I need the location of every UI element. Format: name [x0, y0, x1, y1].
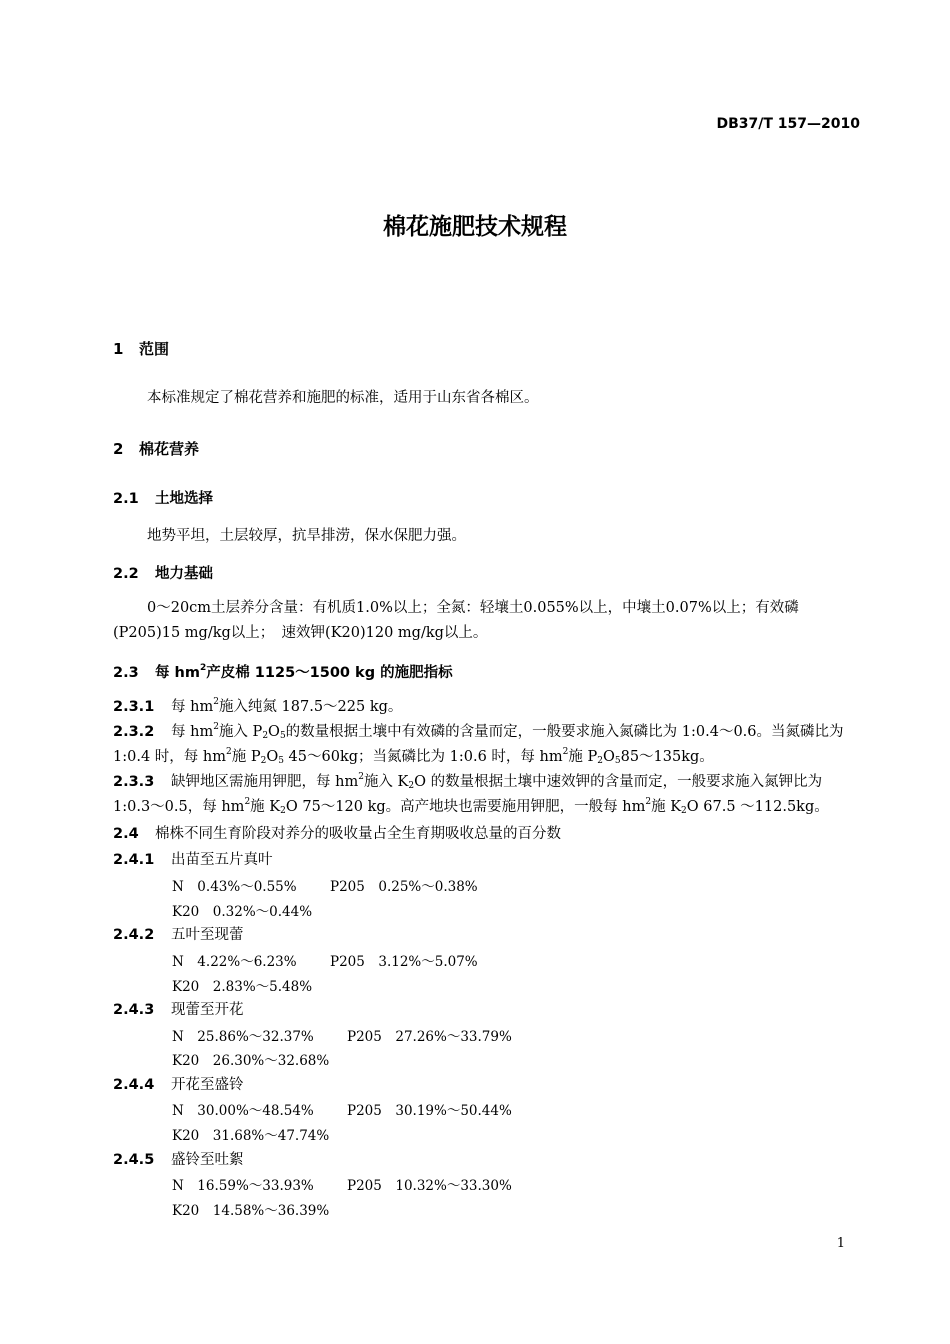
- stage-number: 2.4.4: [113, 1077, 155, 1093]
- stage-n-value: N 4.22%～6.23%: [172, 954, 297, 970]
- stage-heading: [113, 1148, 244, 1169]
- section-2-heading: [113, 438, 199, 459]
- section-1-heading: [113, 338, 169, 359]
- stage-number: 2.4.5: [113, 1152, 155, 1168]
- stage-n-value: N 25.86%～32.37%: [172, 1029, 314, 1045]
- stage-k-value: K20 26.30%～32.68%: [172, 1053, 330, 1069]
- stage-heading: [113, 923, 244, 944]
- standard-number: DB37/T 157—2010: [716, 116, 860, 132]
- section-2-3-heading: [113, 661, 453, 682]
- clause-2-3-2: 2.3.2 每 $hm^2$施入 $P_2O_5$的数量根据土壤中有效磷的含量而定，一般要求施入氮磷比为 1:0.4～0.6。当氮磷比为 1:0.4 时，每 $hm^2$施 $P_2O_5$ 45～60kg；当氮磷比为 1:0.6 时，每 $hm^2$施 $P_2O_585\sim 135kg$。: [113, 722, 844, 766]
- clause-2-3-1: 2.3.1 每 $hm^2$施入纯氮 187.5～225 kg。: [113, 695, 860, 720]
- stage-p-value: P205 3.12%～5.07%: [330, 954, 478, 970]
- stage-heading: [113, 848, 273, 869]
- clause-number: 2.3.2: [113, 724, 155, 740]
- section-number: 2.1: [113, 491, 139, 507]
- clause-number: 2.3.1: [113, 699, 155, 715]
- section-title: 范围: [139, 340, 170, 358]
- clause-number: 2.3.3: [113, 774, 155, 790]
- stage-number: 2.4.1: [113, 852, 155, 868]
- stage-heading: [113, 998, 244, 1019]
- section-title: 棉株不同生育阶段对养分的吸收量占全生育期吸收总量的百分数: [155, 826, 561, 842]
- stage-name: 开花至盛铃: [171, 1077, 244, 1093]
- section-number: 2.2: [113, 566, 139, 582]
- stage-number: 2.4.2: [113, 927, 155, 943]
- stage-name: 五叶至现蕾: [171, 927, 244, 943]
- document-title: 棉花施肥技术规程: [383, 214, 567, 240]
- stage-n-value: N 16.59%～33.93%: [172, 1178, 314, 1194]
- section-title: 棉花营养: [139, 440, 200, 458]
- stage-k-value: K20 14.58%～36.39%: [172, 1203, 330, 1219]
- stage-n-value: N 30.00%～48.54%: [172, 1103, 314, 1119]
- clause-2-3-3: 2.3.3 缺钾地区需施用钾肥，每 $hm^2$施入 $K_2O$ 的数量根据土壤中速效钾的含量而定，一般要求施入氮钾比为 1:0.3～0.5，每 $hm^2$施 $K_2O$ 75～120 kg。高产地块也需要施用钾肥，一般每 $hm^2$施 $K_2O$ 67.5 ～112.5kg。: [113, 772, 829, 816]
- stage-name: 现蕾至开花: [171, 1002, 244, 1018]
- stage-name: 出苗至五片真叶: [171, 852, 273, 868]
- section-title: 地力基础: [155, 566, 213, 582]
- stage-p-value: P205 10.32%～33.30%: [347, 1178, 512, 1194]
- section-number: 1: [113, 340, 124, 358]
- stage-p-value: P205 27.26%～33.79%: [347, 1029, 512, 1045]
- page-number: 1: [836, 1236, 845, 1251]
- stage-p-value: P205 0.25%～0.38%: [330, 879, 478, 895]
- section-number: 2.4: [113, 826, 139, 842]
- section-1-text: 本标准规定了棉花营养和施肥的标准，适用于山东省各棉区。: [147, 390, 539, 406]
- stage-p-value: P205 30.19%～50.44%: [347, 1103, 512, 1119]
- stage-k-value: K20 0.32%～0.44%: [172, 904, 313, 920]
- section-2-2-text: 0～20cm土层养分含量：有机质1.0%以上；全氮：轻壤土0.055%以上，中壤土0.07%以上；有效磷(P205)15 mg/kg以上； 速效钾(K20)120 mg/kg以上。: [113, 600, 799, 641]
- section-title: 每 $hm^2$产皮棉 1125～1500 kg 的施肥指标: [155, 663, 453, 681]
- section-2-4-heading: [113, 822, 561, 843]
- section-2-2-heading: [113, 562, 213, 583]
- stage-number: 2.4.3: [113, 1002, 155, 1018]
- section-number: 2: [113, 440, 124, 458]
- section-2-1-heading: [113, 487, 213, 508]
- stage-n-value: N 0.43%～0.55%: [172, 879, 297, 895]
- section-2-1-text: 地势平坦，土层较厚，抗旱排涝，保水保肥力强。: [147, 528, 466, 544]
- stage-k-value: K20 31.68%～47.74%: [172, 1128, 330, 1144]
- section-title: 土地选择: [155, 491, 213, 507]
- section-number: 2.3: [113, 665, 139, 681]
- stage-name: 盛铃至吐絮: [171, 1152, 244, 1168]
- stage-k-value: K20 2.83%～5.48%: [172, 979, 313, 995]
- stage-heading: [113, 1073, 244, 1094]
